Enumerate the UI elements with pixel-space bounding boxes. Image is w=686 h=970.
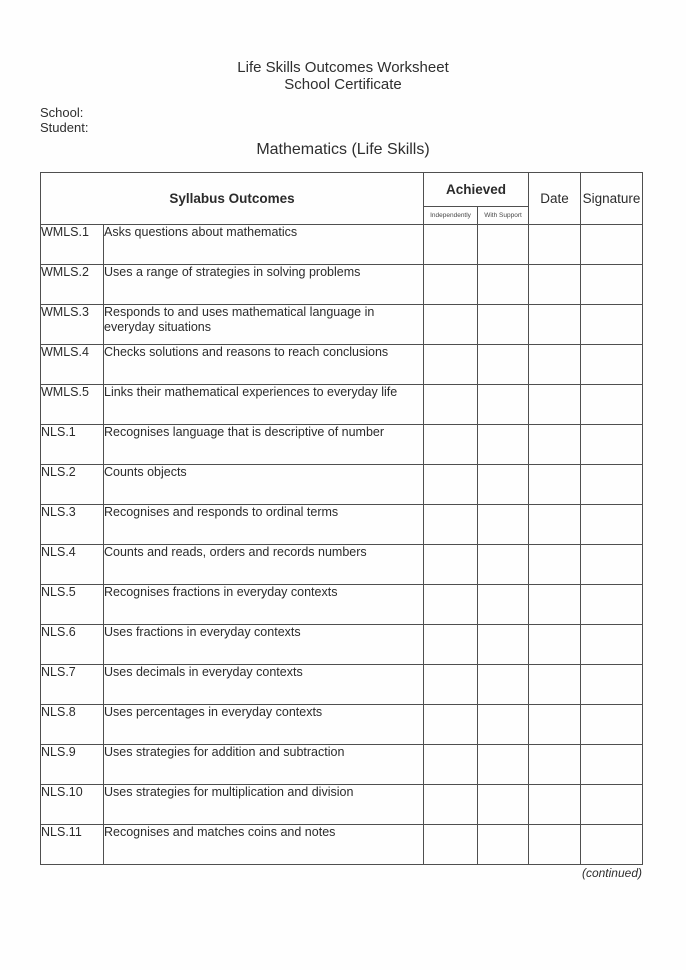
outcome-row	[41, 625, 643, 665]
date-cell	[529, 585, 581, 625]
outcome-row	[41, 705, 643, 745]
outcome-code: NLS.1	[41, 425, 104, 465]
signature-cell	[581, 705, 643, 745]
achieved-with-support-cell	[478, 625, 529, 665]
signature-cell	[581, 465, 643, 505]
signature-cell	[581, 305, 643, 345]
signature-cell	[581, 225, 643, 265]
date-cell	[529, 425, 581, 465]
signature-cell	[581, 665, 643, 705]
header-independently: Independently	[424, 207, 478, 225]
outcome-description: Uses decimals in everyday contexts	[104, 665, 424, 705]
outcome-description: Links their mathematical experiences to everyday life	[104, 385, 424, 425]
achieved-independently-cell	[424, 465, 478, 505]
signature-cell	[581, 345, 643, 385]
outcome-row	[41, 745, 643, 785]
outcome-description: Uses strategies for addition and subtraction	[104, 745, 424, 785]
signature-cell	[581, 825, 643, 865]
header-syllabus-outcomes: Syllabus Outcomes	[41, 173, 424, 225]
signature-cell	[581, 545, 643, 585]
outcome-row	[41, 825, 643, 865]
achieved-independently-cell	[424, 585, 478, 625]
signature-cell	[581, 425, 643, 465]
header-with-support: With Support	[478, 207, 529, 225]
outcome-row	[41, 465, 643, 505]
header-date: Date	[529, 173, 581, 225]
date-cell	[529, 825, 581, 865]
achieved-independently-cell	[424, 265, 478, 305]
achieved-with-support-cell	[478, 385, 529, 425]
outcome-row	[41, 305, 643, 345]
date-cell	[529, 305, 581, 345]
outcomes-table-header	[41, 173, 643, 225]
achieved-with-support-cell	[478, 265, 529, 305]
outcome-row	[41, 545, 643, 585]
achieved-independently-cell	[424, 505, 478, 545]
achieved-with-support-cell	[478, 225, 529, 265]
signature-cell	[581, 785, 643, 825]
outcome-code: WMLS.5	[41, 385, 104, 425]
outcome-description: Checks solutions and reasons to reach conclusions	[104, 345, 424, 385]
achieved-with-support-cell	[478, 705, 529, 745]
header-fields	[40, 105, 88, 135]
signature-cell	[581, 265, 643, 305]
date-cell	[529, 505, 581, 545]
outcome-code: NLS.3	[41, 505, 104, 545]
achieved-with-support-cell	[478, 425, 529, 465]
outcome-row	[41, 225, 643, 265]
outcome-description: Recognises and responds to ordinal terms	[104, 505, 424, 545]
date-cell	[529, 265, 581, 305]
outcome-code: NLS.2	[41, 465, 104, 505]
achieved-independently-cell	[424, 545, 478, 585]
outcome-row	[41, 265, 643, 305]
outcomes-table	[40, 172, 643, 865]
outcome-row	[41, 425, 643, 465]
achieved-independently-cell	[424, 345, 478, 385]
achieved-with-support-cell	[478, 665, 529, 705]
achieved-independently-cell	[424, 745, 478, 785]
outcome-description: Counts and reads, orders and records numbers	[104, 545, 424, 585]
signature-cell	[581, 385, 643, 425]
outcome-code: NLS.8	[41, 705, 104, 745]
outcome-description: Recognises language that is descriptive of number	[104, 425, 424, 465]
header-signature: Signature	[581, 173, 643, 225]
achieved-independently-cell	[424, 705, 478, 745]
date-cell	[529, 465, 581, 505]
achieved-with-support-cell	[478, 825, 529, 865]
outcome-description: Uses fractions in everyday contexts	[104, 625, 424, 665]
school-field-label: School:	[40, 105, 84, 120]
outcome-code: WMLS.2	[41, 265, 104, 305]
outcome-code: NLS.11	[41, 825, 104, 865]
outcome-description: Uses strategies for multiplication and division	[104, 785, 424, 825]
achieved-with-support-cell	[478, 505, 529, 545]
signature-cell	[581, 585, 643, 625]
outcome-row	[41, 505, 643, 545]
outcome-description: Recognises fractions in everyday contexts	[104, 585, 424, 625]
outcome-description: Uses a range of strategies in solving problems	[104, 265, 424, 305]
continued-note: (continued)	[581, 866, 642, 880]
outcome-code: NLS.10	[41, 785, 104, 825]
signature-cell	[581, 505, 643, 545]
achieved-with-support-cell	[478, 745, 529, 785]
outcome-code: WMLS.4	[41, 345, 104, 385]
outcome-row	[41, 665, 643, 705]
outcome-row	[41, 785, 643, 825]
outcome-description: Counts objects	[104, 465, 424, 505]
achieved-independently-cell	[424, 385, 478, 425]
outcome-code: NLS.5	[41, 585, 104, 625]
outcome-description: Asks questions about mathematics	[104, 225, 424, 265]
outcome-code: NLS.4	[41, 545, 104, 585]
achieved-independently-cell	[424, 425, 478, 465]
signature-cell	[581, 745, 643, 785]
achieved-independently-cell	[424, 305, 478, 345]
achieved-independently-cell	[424, 825, 478, 865]
outcome-description: Recognises and matches coins and notes	[104, 825, 424, 865]
header-achieved: Achieved	[424, 173, 529, 207]
date-cell	[529, 705, 581, 745]
date-cell	[529, 785, 581, 825]
outcome-code: WMLS.1	[41, 225, 104, 265]
date-cell	[529, 745, 581, 785]
document-title-line1: Life Skills Outcomes Worksheet	[237, 59, 449, 76]
achieved-with-support-cell	[478, 465, 529, 505]
achieved-independently-cell	[424, 625, 478, 665]
section-heading: Mathematics (Life Skills)	[256, 141, 430, 158]
outcome-row	[41, 585, 643, 625]
date-cell	[529, 545, 581, 585]
achieved-with-support-cell	[478, 585, 529, 625]
achieved-with-support-cell	[478, 545, 529, 585]
outcome-row	[41, 345, 643, 385]
achieved-with-support-cell	[478, 345, 529, 385]
outcome-code: NLS.9	[41, 745, 104, 785]
document-title	[0, 59, 686, 93]
achieved-with-support-cell	[478, 305, 529, 345]
outcome-description: Uses percentages in everyday contexts	[104, 705, 424, 745]
outcomes-tbody	[41, 225, 643, 865]
document-title-line2: School Certificate	[284, 76, 402, 93]
achieved-independently-cell	[424, 665, 478, 705]
achieved-independently-cell	[424, 225, 478, 265]
outcome-description: Responds to and uses mathematical language in everyday situations	[104, 305, 424, 345]
outcome-row	[41, 385, 643, 425]
outcome-code: NLS.7	[41, 665, 104, 705]
achieved-with-support-cell	[478, 785, 529, 825]
signature-cell	[581, 625, 643, 665]
date-cell	[529, 665, 581, 705]
date-cell	[529, 385, 581, 425]
outcome-code: WMLS.3	[41, 305, 104, 345]
date-cell	[529, 345, 581, 385]
achieved-independently-cell	[424, 785, 478, 825]
outcome-code: NLS.6	[41, 625, 104, 665]
date-cell	[529, 625, 581, 665]
date-cell	[529, 225, 581, 265]
student-field-label: Student:	[40, 120, 89, 135]
